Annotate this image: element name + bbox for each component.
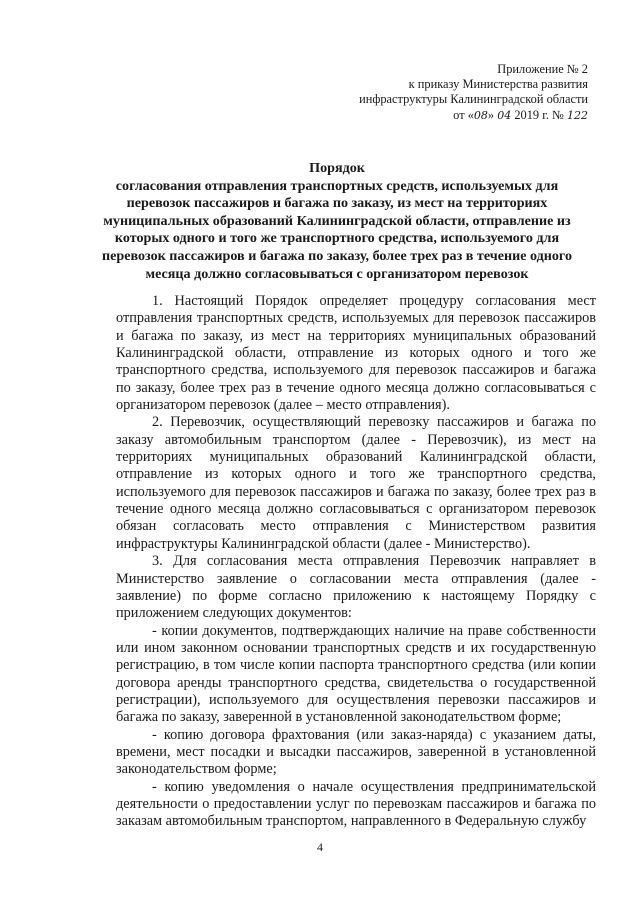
annex-header — [288, 62, 588, 123]
paragraph-2: 2. Перевозчик, осуществляющий перевозку пассажиров и багажа по заказу автомобильным транспортом (далее - Перевозчик), из мест на территориях муниципальных образований Калининградской области, отправление из которых одного и того же транспортного средства, используемого для перевозок пассажиров и багажа по заказу, более трех раз в течение одного месяца должно согласовываться с организатором перевозок обязан согласовать место отправления с Министерством развития инфраструктуры Калининградской области (далее - Министерство). — [116, 414, 596, 552]
document-title — [88, 160, 586, 283]
date-day-handwritten: 08 — [473, 108, 488, 122]
paragraph-3: 3. Для согласования места отправления Перевозчик направляет в Министерство заявление о согласовании места отправления (далее - заявление) по форме согласно приложению к настоящему Порядку с приложением следующих документов: — [116, 553, 596, 622]
list-item-charter-contract: - копию договора фрахтования (или заказ-наряда) с указанием даты, времени, мест посадки и высадки пассажиров, заверенной в установленной законодательством форме; — [116, 726, 596, 778]
order-number-handwritten: 122 — [567, 108, 588, 122]
annex-ministry-line: инфраструктуры Калининградской области — [359, 92, 588, 107]
annex-number: Приложение № 2 — [497, 62, 588, 76]
title-subject: согласования отправления транспортных средств, используемых для перевозок пассажиров и багажа по заказу, из мест на территориях муниципальных образований Калининградской области, отправление из которых одного и того же транспортного средства, используемого для перевозок пассажиров и багажа по заказу, более трех раз в течение одного месяца должно согласовываться с организатором перевозок — [101, 177, 573, 282]
annex-date-line — [288, 108, 588, 123]
paragraph-1: 1. Настоящий Порядок определяет процедуру согласования мест отправления транспортных средств, используемых для перевозок пассажиров и багажа по заказу, из мест на территориях муниципальных образований Калининградской области, отправление из которых одного и того же транспортного средства, используемого для перевозок пассажиров и багажа по заказу, более трех раз в течение одного месяца должно согласовываться с организатором перевозок (далее – место отправления). — [116, 293, 596, 414]
date-mid: » — [487, 107, 498, 122]
date-prefix: от « — [453, 107, 474, 122]
title-heading: Порядок — [309, 160, 365, 176]
date-month-handwritten: 04 — [497, 108, 512, 122]
page-number: 4 — [317, 840, 323, 854]
list-item-documents: - копии документов, подтверждающих наличие на праве собственности или ином законном основании транспортных средств и их государственную регистрацию, в том числе копии паспорта транспортного средства (или копии договора аренды транспортного средства, свидетельства о государственной регистрации), используемого для осуществления перевозки пассажиров и багажа по заказу, заверенной в установленной законодательством форме; — [116, 622, 596, 726]
annex-order-line: к приказу Министерства развития — [408, 77, 588, 92]
document-body — [116, 293, 596, 831]
date-year: 2019 г. № — [511, 107, 567, 122]
list-item-notification: - копию уведомления о начале осуществления предпринимательской деятельности о предоставлении услуг по перевозкам пассажиров и багажа по заказам автомобильным транспортом, направленного в Федеральную службу — [116, 778, 596, 830]
